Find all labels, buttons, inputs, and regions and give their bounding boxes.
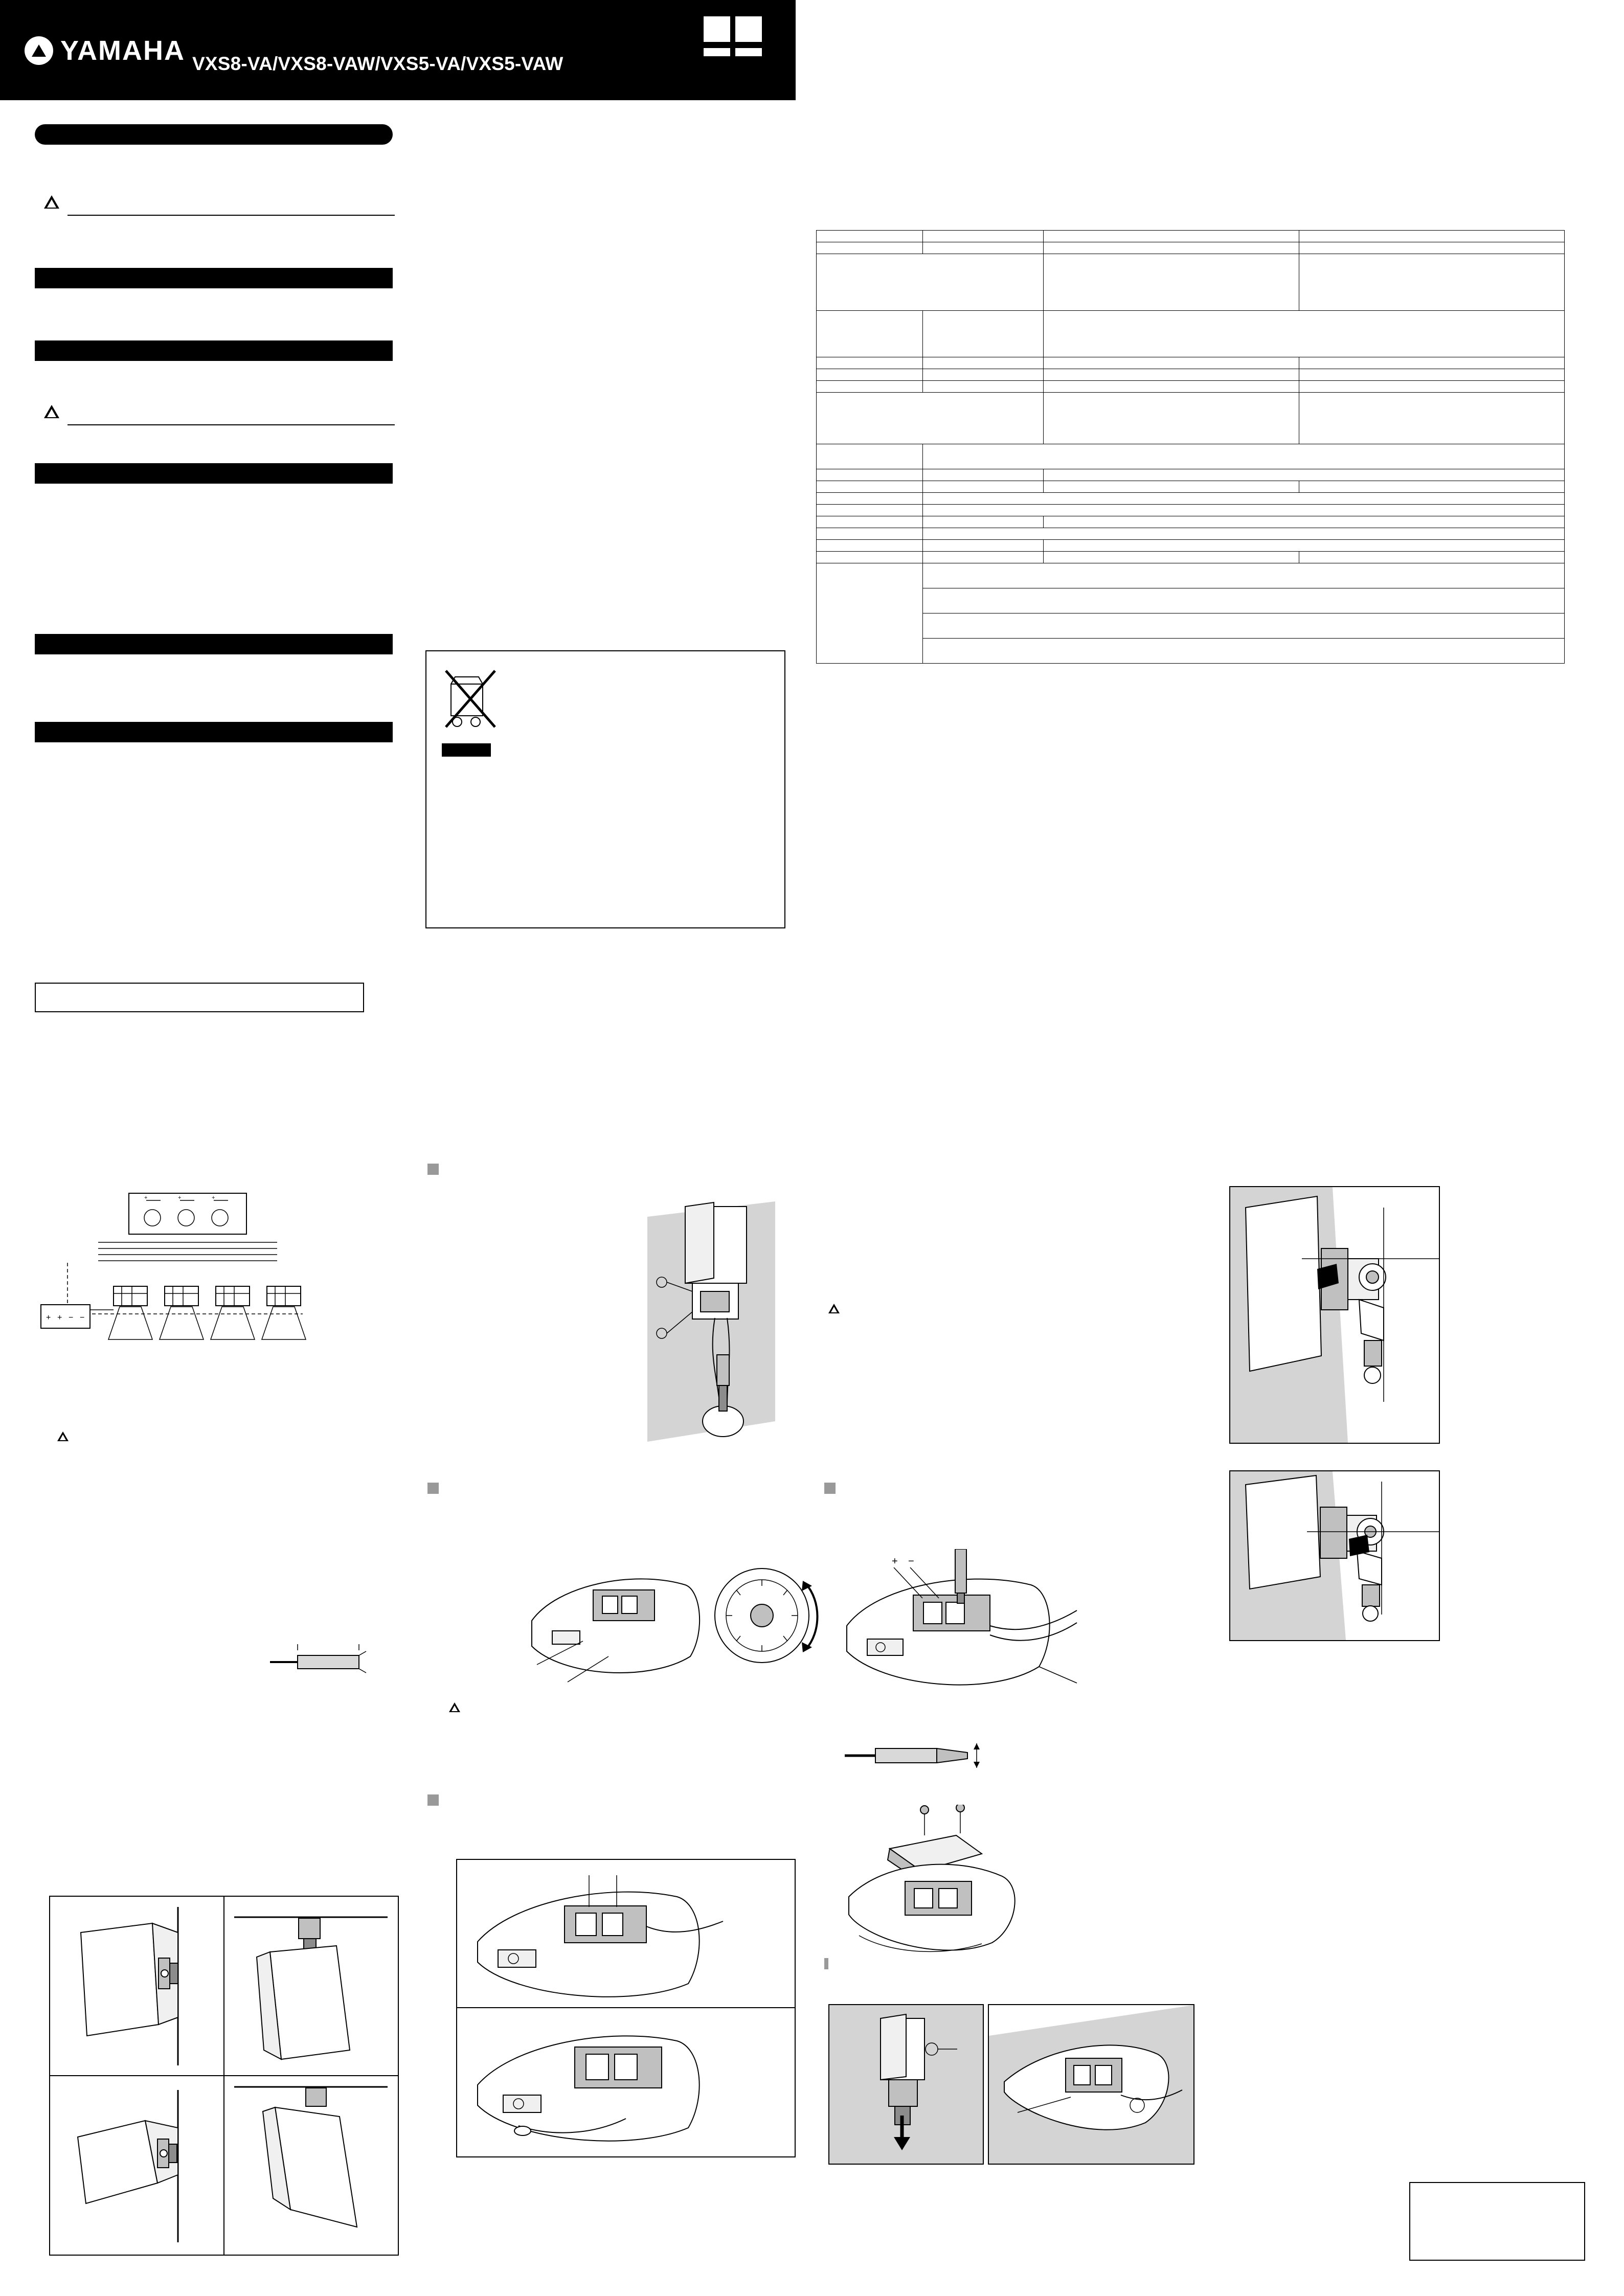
table-row [817, 563, 1565, 588]
svg-text:−: − [908, 1556, 914, 1567]
table-row [817, 528, 1565, 540]
table-row [817, 540, 1565, 552]
svg-text:+: + [144, 1195, 148, 1201]
rule-line-2 [67, 424, 395, 425]
bottom-label-box [1409, 2182, 1585, 2261]
section-header-warning [35, 268, 393, 288]
mounting-orientation-grid [49, 1896, 399, 2256]
warning-triangle-icon-2 [44, 405, 59, 418]
warning-triangle-icon [44, 195, 59, 209]
crossed-out-wheeled-bin-icon [442, 667, 499, 732]
strip-length-detail-2 [840, 1728, 1003, 1789]
table-row [817, 505, 1565, 516]
model-name: VXS8-VA/VXS8-VAW/VXS5-VA/VXS5-VAW [192, 53, 563, 74]
rule-line [67, 215, 395, 216]
step-bullet-2 [427, 1483, 439, 1494]
safety-cable-attach-figure [828, 2004, 984, 2165]
step-bullet-3 [427, 1794, 439, 1806]
table-row [817, 444, 1565, 469]
table-row [817, 552, 1565, 563]
step-bullet-4 [824, 1483, 836, 1494]
weee-black-bar [442, 743, 491, 757]
cable-routing-figure-lower [456, 2007, 796, 2157]
table-row [817, 242, 1565, 254]
table-row [817, 481, 1565, 493]
svg-text:+: + [178, 1195, 182, 1201]
table-row [817, 254, 1565, 311]
table-row [817, 393, 1565, 444]
page-marks [701, 11, 770, 65]
table-row [817, 493, 1565, 505]
header-bar [0, 0, 796, 100]
table-row [817, 639, 1565, 664]
section-header-contents [35, 722, 393, 742]
warning-triangle-icon-tap [449, 1702, 460, 1712]
cable-strip-length-detail [266, 1644, 378, 1681]
rear-cover-install-figure [828, 1805, 1084, 1973]
yamaha-logo [25, 35, 185, 66]
svg-text:−: − [69, 1313, 74, 1322]
page-mark-4-icon [735, 48, 762, 56]
parallel-speaker-wiring-diagram [37, 1186, 349, 1401]
page-mark-1-icon [704, 16, 730, 42]
speaker-hook-slide-figure [988, 2004, 1194, 2165]
transformer-tap-selector-figure [516, 1554, 833, 1708]
table-row [817, 469, 1565, 481]
section-header-precautions [35, 124, 393, 145]
warning-triangle-icon-bracket [828, 1304, 840, 1313]
terminal-block-wiring-figure [837, 1549, 1164, 1728]
section-header-caution [35, 340, 393, 361]
bracket-wall-attach-figure [632, 1201, 867, 1457]
table-row [817, 381, 1565, 393]
table-row [817, 311, 1565, 357]
table-row [817, 357, 1565, 369]
disposal-information-box [425, 650, 785, 928]
table-row [817, 516, 1565, 528]
specifications-table [816, 230, 1565, 664]
table-row [817, 231, 1565, 242]
table-row [817, 588, 1565, 613]
step-bullet-1 [427, 1164, 439, 1175]
svg-text:+: + [892, 1556, 898, 1567]
cable-routing-figure-upper [456, 1859, 796, 2009]
table-row [817, 369, 1565, 381]
section-header-notice [35, 463, 393, 484]
page-mark-2-icon [735, 16, 762, 42]
svg-text:+: + [46, 1313, 51, 1322]
warning-triangle-icon-wiring [57, 1431, 69, 1441]
svg-text:+: + [212, 1195, 215, 1201]
note-strip [35, 983, 364, 1012]
svg-text:−: − [80, 1313, 85, 1322]
bracket-detail-upper-figure [1229, 1186, 1440, 1444]
brand-name: YAMAHA [60, 35, 186, 66]
table-row [817, 613, 1565, 639]
yamaha-tuning-fork-icon [25, 36, 53, 65]
page-mark-3-icon [704, 48, 730, 56]
svg-text:+: + [57, 1313, 62, 1322]
section-header-information [35, 634, 393, 654]
bracket-detail-lower-figure [1229, 1470, 1440, 1641]
